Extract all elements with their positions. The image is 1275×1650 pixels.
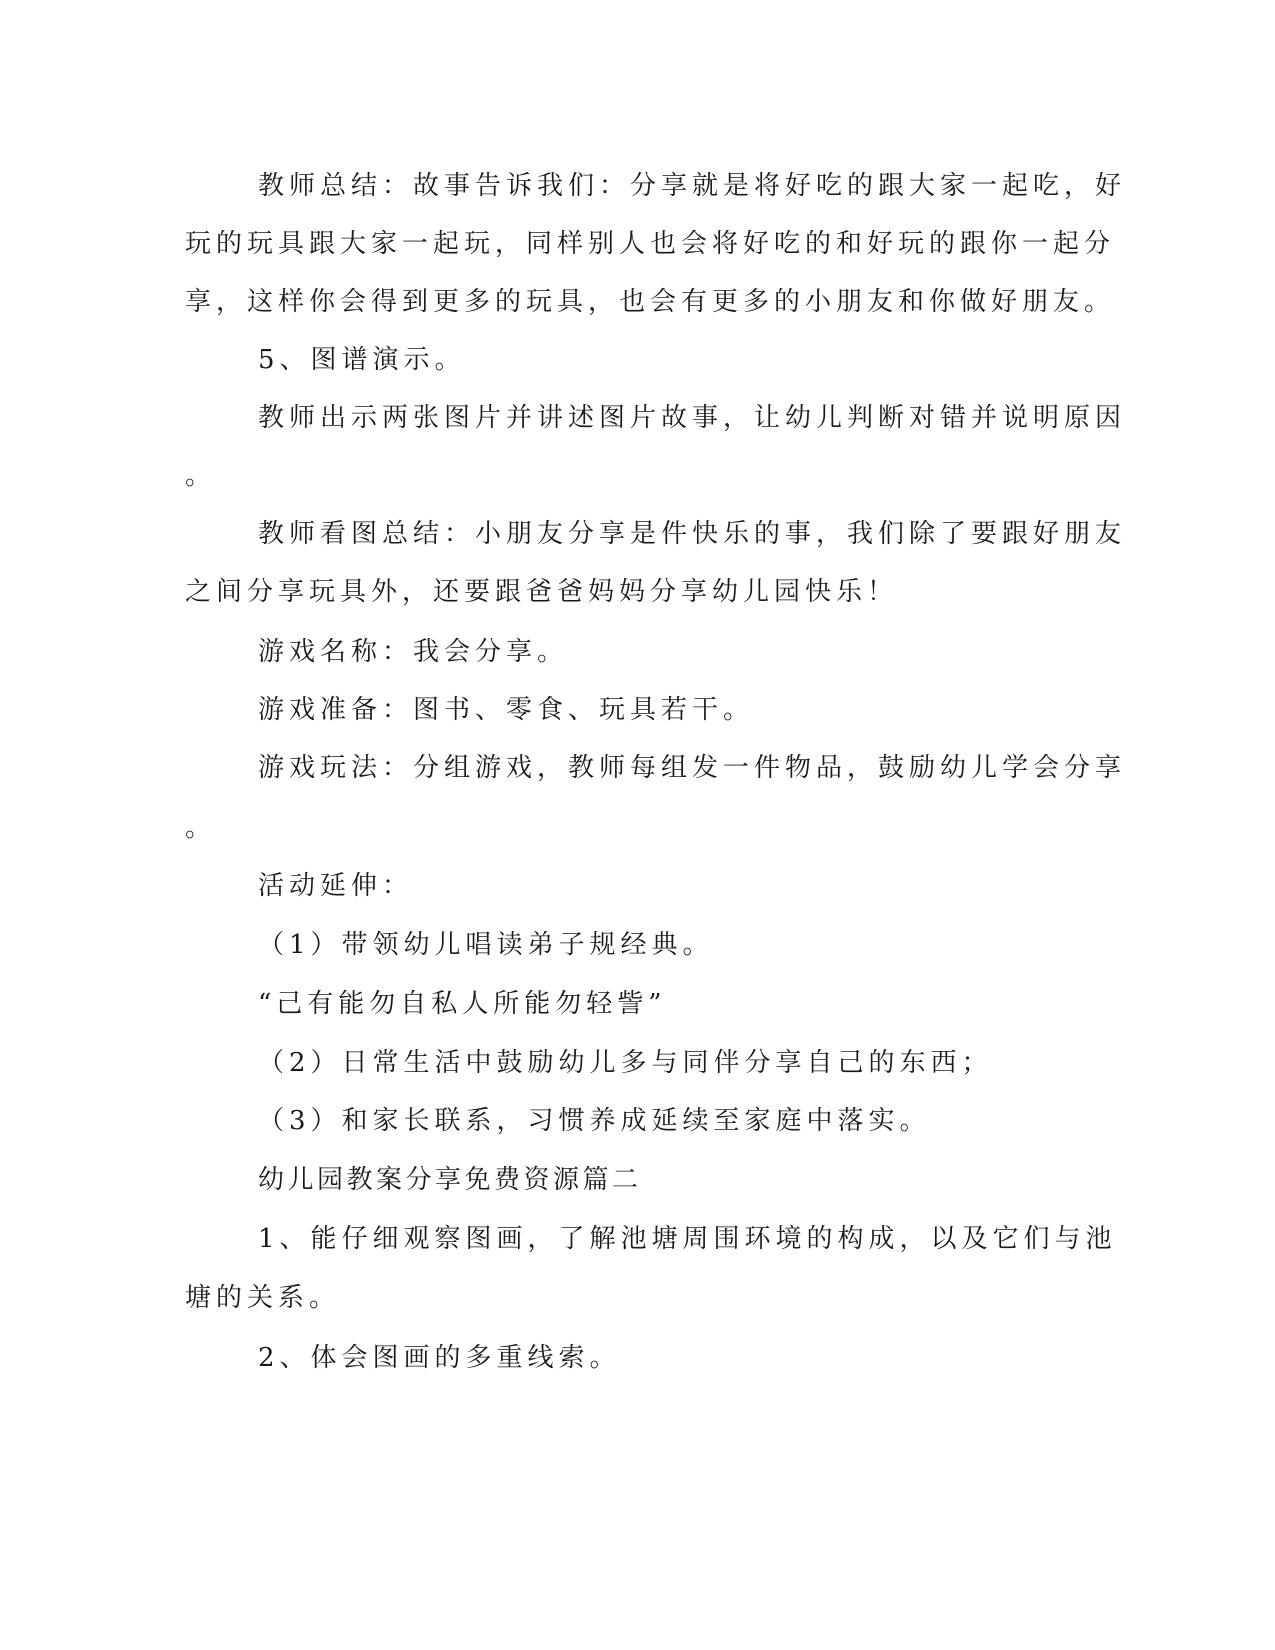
paragraph-line: 活动延伸： — [258, 871, 414, 901]
list-item: （3）和家长联系，习惯养成延续至家庭中落实。 — [258, 1106, 931, 1136]
list-item: （1）带领幼儿唱读弟子规经典。 — [258, 930, 714, 960]
paragraph-line: 教师出示两张图片并讲述图片故事，让幼儿判断对错并说明原因 — [258, 403, 1127, 433]
list-item: 2、体会图画的多重线索。 — [258, 1343, 621, 1373]
paragraph-line: 游戏名称：我会分享。 — [258, 637, 569, 667]
paragraph-line: 。 — [185, 461, 217, 491]
paragraph-line: 教师看图总结：小朋友分享是件快乐的事，我们除了要跟好朋友 — [258, 519, 1127, 549]
quote-line: “己有能勿自私人所能勿轻訾” — [258, 989, 667, 1019]
paragraph-line: 之间分享玩具外，还要跟爸爸妈妈分享幼儿园快乐！ — [185, 577, 899, 607]
paragraph-line: 游戏玩法：分组游戏，教师每组发一件物品，鼓励幼儿学会分享 — [258, 753, 1127, 783]
paragraph-line: 享，这样你会得到更多的玩具，也会有更多的小朋友和你做好朋友。 — [185, 287, 1116, 317]
paragraph-line: 。 — [185, 813, 217, 843]
paragraph-line: 玩的玩具跟大家一起玩，同样别人也会将好吃的和好玩的跟你一起分 — [185, 229, 1116, 259]
section-title: 幼儿园教案分享免费资源篇二 — [258, 1165, 642, 1195]
paragraph-line: 教师总结：故事告诉我们：分享就是将好吃的跟大家一起吃，好 — [258, 171, 1127, 201]
paragraph-line: 塘的关系。 — [185, 1283, 341, 1313]
paragraph-line: 游戏准备：图书、零食、玩具若干。 — [258, 695, 755, 725]
section-heading: 5、图谱演示。 — [258, 345, 466, 375]
list-item: 1、能仔细观察图画，了解池塘周围环境的构成，以及它们与池 — [258, 1224, 1117, 1254]
list-item: （2）日常生活中鼓励幼儿多与同伴分享自己的东西； — [258, 1048, 993, 1078]
